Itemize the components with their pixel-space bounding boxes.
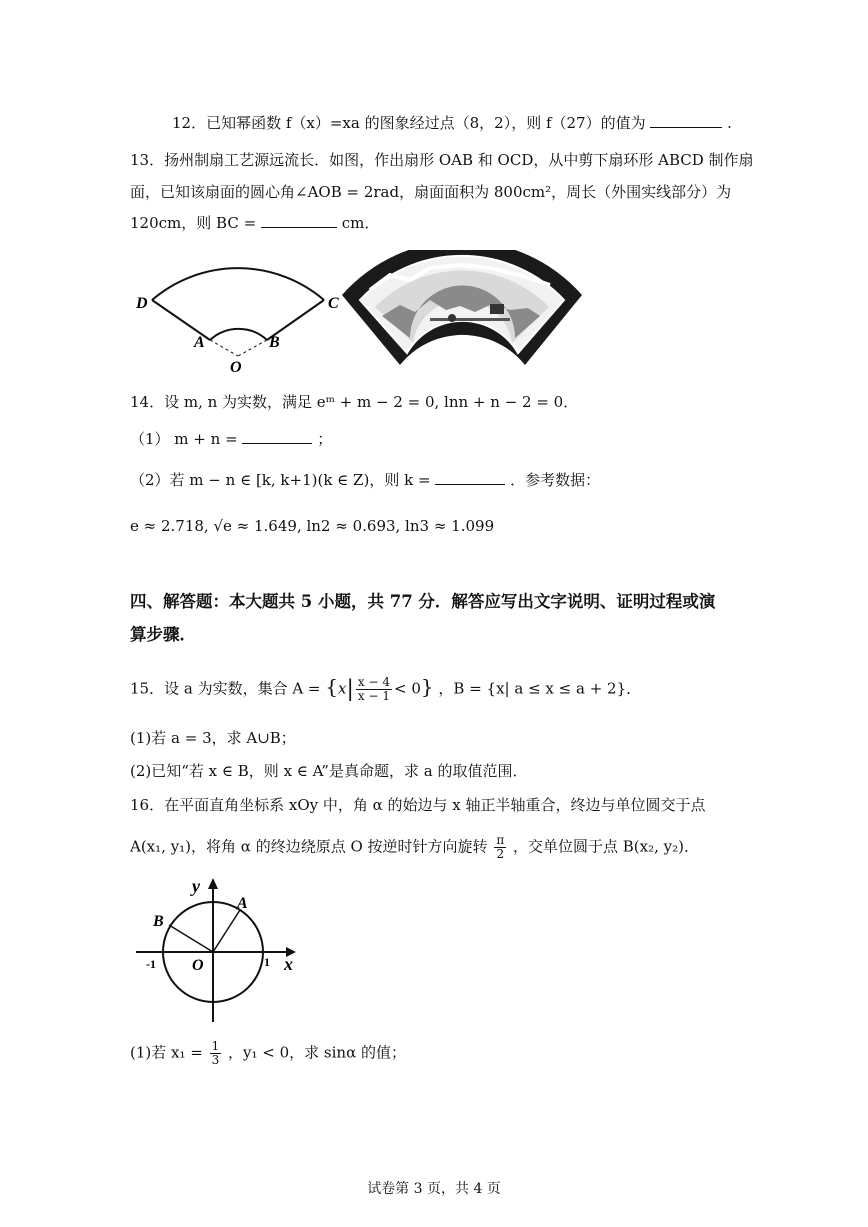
q12-text: 12．已知幂函数 f（x）=xa 的图象经过点（8，2），则 f（27）的值为 .: [172, 114, 732, 132]
q15-part2: (2)已知“若 x ∈ B，则 x ∈ A”是真命题，求 a 的取值范围．: [130, 762, 528, 780]
q14-part2: （2）若 m − n ∈ [k, k+1)(k ∈ Z)，则 k = ．参考数据：: [130, 471, 601, 489]
q16-part1: (1)若 x₁ = $\frac{1}{3}$ ，y₁ < 0，求 sinα 的值；: [130, 1039, 406, 1067]
label-point-a: A: [237, 895, 248, 912]
label-neg-one: -1: [146, 957, 156, 971]
label-one: 1: [264, 955, 270, 969]
page-footer: 试卷第 3 页，共 4 页: [367, 1181, 501, 1197]
q13-answer-blank: [261, 213, 337, 228]
q12-answer-blank: [650, 113, 722, 128]
label-point-b: B: [153, 913, 164, 930]
unit-circle-diagram: [136, 872, 306, 1027]
q14-part1: （1） m + n = ；: [130, 430, 333, 448]
left-brace: {: [325, 674, 339, 699]
arc-ab: [210, 329, 267, 340]
q14-reference-data: e ≈ 2.718, √e ≈ 1.649, ln2 ≈ 0.693, ln3 ≈ 1.099: [130, 517, 495, 535]
right-brace: }: [420, 674, 434, 699]
fan-sector-diagram: [130, 250, 590, 375]
dash-ao: [210, 340, 238, 356]
label-b: B: [269, 334, 280, 351]
y-axis-arrow-icon: [208, 878, 218, 889]
label-a: A: [194, 334, 205, 351]
q15-fraction: $\frac{x - 4}{x - 1}$: [357, 675, 391, 703]
q16-line1: 16．在平面直角坐标系 xOy 中，角 α 的始边与 x 轴正半轴重合，终边与单位圆交于点: [130, 796, 706, 814]
label-origin: O: [192, 957, 204, 974]
q13-line3: 120cm，则 BC = cm．: [130, 214, 380, 232]
ray-ob: [169, 925, 213, 952]
q13-line2: 面，已知该扇面的圆心角∠AOB = 2rad，扇面面积为 800cm²，周长（外围实线部分）为: [130, 183, 732, 201]
q16-line2: A(x₁, y₁)，将角 α 的终边绕原点 O 按逆时针方向旋转 $\frac{\pi}{2}$ ，交单位圆于点 B(x₂, y₂)．: [130, 833, 699, 861]
section4-heading-line1: 四、解答题：本大题共 5 小题，共 77 分．解答应写出文字说明、证明过程或演: [130, 592, 716, 611]
section4-heading-line2: 算步骤．: [130, 625, 196, 644]
q14-line1: 14．设 m, n 为实数，满足 eᵐ + m − 2 = 0, lnn + n − 2 = 0．: [130, 393, 579, 411]
dash-bo: [238, 340, 267, 356]
vertical-bar: |: [346, 676, 354, 702]
label-y: y: [192, 876, 200, 896]
label-c: C: [328, 295, 339, 312]
one-third-fraction: $\frac{1}{3}$: [211, 1039, 220, 1067]
arc-dc: [152, 268, 324, 300]
q13-line1: 13．扬州制扇工艺源远流长．如图，作出扇形 OAB 和 OCD，从中剪下扇环形 ABCD 制作扇: [130, 151, 754, 169]
q14-answer-blank-1: [242, 429, 312, 444]
ray-oa: [213, 910, 240, 952]
label-o: O: [230, 359, 242, 375]
q14-answer-blank-2: [435, 470, 505, 485]
q15-line1: 15．设 a 为实数，集合 A = {x| $\frac{x - 4}{x - 1}$ < 0} ，B = {x| a ≤ x ≤ a + 2}．: [130, 674, 642, 703]
q15-part1: (1)若 a = 3，求 A∪B；: [130, 729, 296, 747]
label-x: x: [284, 954, 293, 974]
fan-image: [342, 250, 582, 365]
pi-over-2-fraction: $\frac{\pi}{2}$: [496, 833, 505, 861]
label-d: D: [136, 295, 148, 312]
